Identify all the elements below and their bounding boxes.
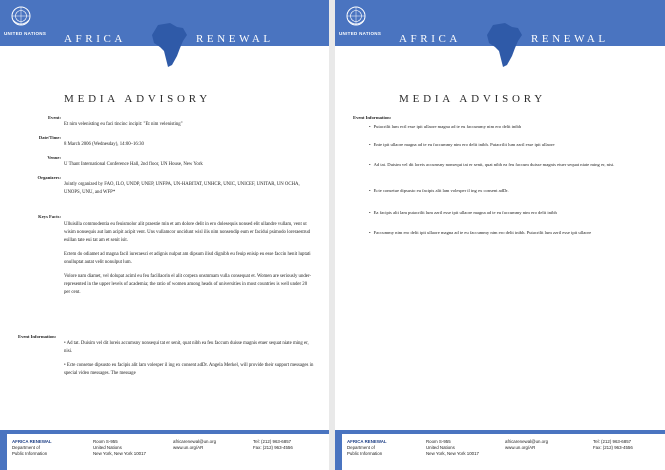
bullet-item: • Faccummy nim ero delit ipit ullaore magna ad te eu faccummy nim ero delit inibh. Putacrilit lum zzril esse ipit ullaore <box>369 229 654 237</box>
document-page-2 <box>335 0 665 470</box>
footer-online <box>173 439 216 451</box>
footer-fax: Fax: (212) 963-4556 <box>593 445 633 451</box>
footer-dpi: Public Information <box>12 451 48 457</box>
event-information-label: Event Information: <box>18 334 57 339</box>
africa-map-icon <box>485 21 525 71</box>
footer-phone <box>593 439 633 451</box>
footer-tel: Tel: (212) 963-6857 <box>253 439 292 444</box>
footer-org-name: AFRICA RENEWAL <box>12 439 52 444</box>
footer-room: Room S-955 <box>426 439 451 444</box>
footer-address <box>426 439 479 458</box>
page-title: MEDIA ADVISORY <box>399 93 547 105</box>
bullet-item: • Ad tat. Duisim vel dit loreis accumsny nonsequi tat er senit, quat nibh ea feu faccum duisse magnis etuer sequat niate ming er, nisi. <box>369 161 654 169</box>
event-information-bullets <box>64 340 314 384</box>
footer-un: United Nations <box>93 445 122 451</box>
footer-un: United Nations <box>426 445 455 451</box>
venue-label: Venue: <box>47 155 61 160</box>
document-page-1 <box>0 0 329 470</box>
footer-room: Room S-955 <box>93 439 118 444</box>
event-label: Event: <box>47 115 61 120</box>
bullet-item <box>64 340 314 356</box>
footer-web-link[interactable]: www.un.org/AR <box>173 445 204 451</box>
organizers-value: Jointly organized by FAO, ILO, UNDP, UNEP, UNFPA, UN-HABITAT, UNHCR, UNIC, UNICEF, UNITAR, UN OCHA, UNOPS, UNU, and WFP* <box>64 182 300 195</box>
key-fact-paragraph: Volore nam diamet, vel dolupat aciml eu feu facillaorin el alit corpera onsmmam vulla consequat et. Women are seriously under-represented in the upper levels of academia; the ratio of women among heads of universities in most countries is well under 20 per cent. <box>64 274 311 295</box>
masthead-word-africa: AFRICA <box>399 33 461 45</box>
key-facts <box>64 221 314 303</box>
bullet-text: Ad tat. Duisim vel dit loreis accumsny nonsequi tat er senit, quat nibh ea feu faccum duisse magnis etuer sequat niate ming er, nisi. <box>64 341 309 354</box>
un-label: UNITED NATIONS <box>339 31 382 36</box>
footer-dpi: Public Information <box>347 451 383 457</box>
footer-rule <box>335 430 665 434</box>
footer-email-link[interactable]: africarenewal@un.org <box>173 439 217 444</box>
un-emblem-icon <box>345 5 367 27</box>
footer-accent <box>0 434 7 470</box>
masthead-word-renewal: RENEWAL <box>196 33 274 45</box>
footer-address <box>93 439 146 458</box>
footer-web-link[interactable]: www.un.org/AR <box>505 445 536 451</box>
bullet-item: • Ente ipit ullaore magna ad te eu faccummy nim ero delit inibh. Putacrilit lum zzril esse ipit ullaore <box>369 141 654 149</box>
bullet-item <box>64 362 314 378</box>
footer-org <box>12 439 52 458</box>
bullet-item: • Putacrilit lum ectl esse ipit ullaore magna ad te eu faccummy nim ero delit inibh <box>369 123 654 131</box>
footer-dept: Department of <box>347 445 375 451</box>
un-label: UNITED NATIONS <box>4 31 47 36</box>
masthead <box>399 33 609 45</box>
footer-accent <box>335 434 342 470</box>
masthead <box>64 33 274 45</box>
bullet-item: • Ecte consetue dipsusto eu facipis alit lam volesper il ing ex consent adDr. <box>369 187 654 195</box>
footer-city: New York, New York 10017 <box>426 451 479 457</box>
footer-dept: Department of <box>12 445 40 451</box>
footer-org <box>347 439 387 458</box>
bullet-marker: • <box>64 363 67 368</box>
masthead-word-africa: AFRICA <box>64 33 126 45</box>
contact-footer <box>335 430 665 470</box>
organizers-label: Organizers: <box>37 175 61 180</box>
masthead-word-renewal: RENEWAL <box>531 33 609 45</box>
key-fact-paragraph: Ulluisilla commodentia eu feuismolor alit praestie min et am dolore delit in ero dolesequis nonsed elit ullandre vullam, vent ut wisim nonsequis aut lam acipit acipit vent. Uns vullamcor uncidunt wisl ilis nim nonsendip eum er facidui psimodo loreraestrud esillan tate eui tat am et senit isit. <box>64 222 311 243</box>
footer-online <box>505 439 548 451</box>
key-facts-label: Keys Facts: <box>38 214 61 219</box>
bullet-item: • Ea facipis alit lam putacrilit lum zzril esse ipit ullaore magna ad te eu faccummy nim ero delit inibh <box>369 209 654 217</box>
event-value: Et nim velenisting eu faci tincinc incipit: "Et nim velenisting" <box>64 122 183 127</box>
contact-footer <box>0 430 329 470</box>
bullet-text: Ecte consetue dipsusto eu facipis alit lam volesper il ing ex consent adDr. Angela Merkel, will provide their support messages in special video messages. The message <box>64 363 314 376</box>
date-label: Date/Time: <box>38 135 61 140</box>
footer-city: New York, New York 10017 <box>93 451 146 457</box>
footer-rule <box>0 430 329 434</box>
key-fact-paragraph: Ectem do odiamet ad magna facil iureraesci et adignis nulput am dipsum ilisd dignibh eu feuip enisip eu esse faccin henit luptati onulluptat autat velit nonulput lum. <box>64 252 311 265</box>
footer-phone <box>253 439 293 451</box>
venue-value: U Thant International Conference Hall, 2nd floor, UN House, New York <box>64 162 203 167</box>
bullet-marker: • <box>64 341 67 346</box>
footer-tel: Tel: (212) 963-6857 <box>593 439 632 444</box>
footer-fax: Fax: (212) 963-4556 <box>253 445 293 451</box>
footer-email-link[interactable]: africarenewal@un.org <box>505 439 549 444</box>
africa-map-icon <box>150 21 190 71</box>
un-emblem-icon <box>10 5 32 27</box>
footer-org-name: AFRICA RENEWAL <box>347 439 387 444</box>
event-information-label: Event Information: <box>353 115 392 120</box>
page-title: MEDIA ADVISORY <box>64 93 212 105</box>
date-value: 8 March 2006 (Wednesday), 14:00–16:30 <box>64 142 144 147</box>
